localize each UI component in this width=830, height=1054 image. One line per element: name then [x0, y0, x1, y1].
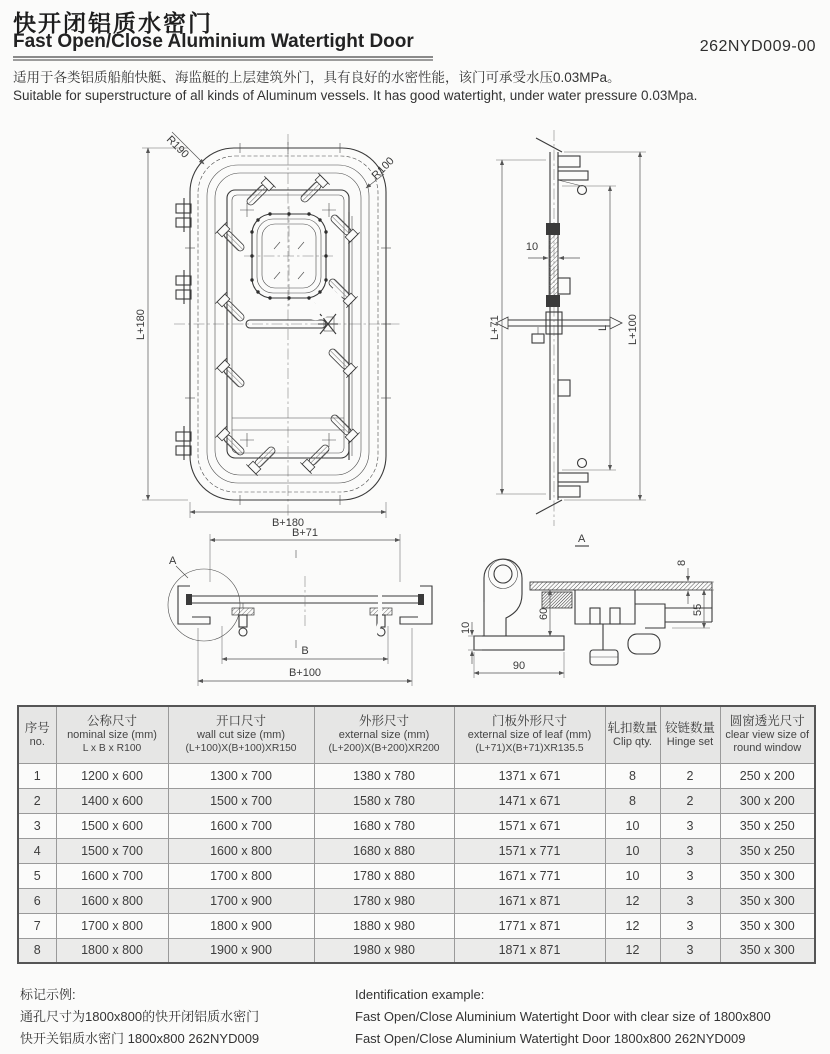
- table-cell: 1380 x 780: [314, 763, 454, 788]
- table-cell: 250 x 200: [720, 763, 815, 788]
- table-cell: 7: [18, 913, 56, 938]
- col-header-wall-cut-size: 开口尺寸 wall cut size (mm) (L+100)X(B+100)XR150: [168, 706, 314, 763]
- front-view-drawing: [128, 128, 438, 530]
- table-cell: 1900 x 900: [168, 938, 314, 963]
- id-example-en-line1: Fast Open/Close Aluminium Watertight Door with clear size of 1800x800: [355, 1009, 771, 1024]
- dim-label-10s: 10: [525, 241, 539, 253]
- table-cell: 1471 x 671: [454, 788, 605, 813]
- hinges: [176, 198, 191, 460]
- dim-label-r100: R100: [369, 155, 397, 183]
- id-example-zh-line2: 快开关铝质水密门 1800x800 262NYD009: [20, 1031, 260, 1046]
- detail-a-drawing: [460, 516, 730, 696]
- col-header-window-size: 圆窗透光尺寸 clear view size of round window: [720, 706, 815, 763]
- table-cell: 1571 x 771: [454, 838, 605, 863]
- panel-section: [530, 582, 712, 665]
- dim-label-60: 60: [538, 607, 550, 620]
- table-cell: 1300 x 700: [168, 763, 314, 788]
- table-row: [18, 863, 815, 888]
- bottom-hinge: [558, 459, 588, 498]
- table-cell: 1700 x 800: [56, 913, 168, 938]
- dim-label-b71: B+71: [292, 527, 318, 539]
- table-cell: 3: [660, 863, 720, 888]
- dim-label-8: 8: [676, 559, 688, 566]
- dim-label-r190: R190: [163, 133, 191, 161]
- identification-example-chinese: [20, 984, 259, 1050]
- dim-label-l71: L+71: [489, 315, 501, 340]
- id-example-zh-title: 标记示例:: [20, 987, 76, 1002]
- dim-label-l100: L+100: [627, 314, 639, 345]
- table-row: [18, 913, 815, 938]
- table-cell: 1780 x 880: [314, 863, 454, 888]
- table-row: [18, 813, 815, 838]
- table-cell: 2: [660, 763, 720, 788]
- table-cell: 350 x 300: [720, 938, 815, 963]
- table-cell: 1700 x 900: [168, 888, 314, 913]
- table-cell: 1600 x 700: [56, 863, 168, 888]
- col-header-external-size: 外形尺寸 external size (mm) (L+200)X(B+200)XR200: [314, 706, 454, 763]
- table-cell: 10: [605, 863, 660, 888]
- table-cell: 1680 x 880: [314, 838, 454, 863]
- id-example-en-line2: Fast Open/Close Aluminium Watertight Door 1800x800 262NYD009: [355, 1031, 746, 1046]
- table-cell: 3: [660, 913, 720, 938]
- table-cell: 1600 x 800: [56, 888, 168, 913]
- table-cell: 10: [605, 813, 660, 838]
- table-cell: 1580 x 780: [314, 788, 454, 813]
- table-cell: 12: [605, 938, 660, 963]
- dim-label-b: B: [301, 645, 309, 657]
- section-view-drawing: [158, 522, 453, 694]
- table-row: [18, 938, 815, 963]
- dim-label-10d: 10: [460, 621, 472, 634]
- side-view-drawing: [488, 130, 663, 526]
- table-cell: 1500 x 700: [56, 838, 168, 863]
- table-cell: 1871 x 871: [454, 938, 605, 963]
- title-underline: [13, 56, 433, 61]
- dim-label-90: 90: [512, 660, 526, 672]
- description-english: Suitable for superstructure of all kinds of Aluminum vessels. It has good watertight, under water pressure 0.03Mpa.: [13, 88, 698, 103]
- table-cell: 10: [605, 838, 660, 863]
- table-cell: 1600 x 700: [168, 813, 314, 838]
- detail-title: A: [578, 533, 586, 545]
- table-cell: 6: [18, 888, 56, 913]
- table-cell: 350 x 250: [720, 838, 815, 863]
- table-cell: 3: [18, 813, 56, 838]
- col-header-clip-qty: 轧扣数量 Clip qty.: [605, 706, 660, 763]
- table-cell: 1980 x 980: [314, 938, 454, 963]
- table-cell: 350 x 250: [720, 813, 815, 838]
- table-row: [18, 838, 815, 863]
- id-example-zh-line1: 通孔尺寸为1800x800的快开闭铝质水密门: [20, 1009, 260, 1024]
- dim-label-l180: L+180: [135, 309, 147, 340]
- table-cell: 4: [18, 838, 56, 863]
- table-cell: 350 x 300: [720, 863, 815, 888]
- table-cell: 1800 x 800: [56, 938, 168, 963]
- col-header-nominal-size: 公称尺寸 nominal size (mm) L x B x R100: [56, 706, 168, 763]
- spec-table-body: [18, 763, 815, 963]
- identification-example-english: [355, 984, 771, 1050]
- col-header-no: 序号 no.: [18, 706, 56, 763]
- table-cell: 1371 x 671: [454, 763, 605, 788]
- table-row: [18, 888, 815, 913]
- dim-label-55: 55: [692, 603, 704, 616]
- table-cell: 3: [660, 838, 720, 863]
- table-cell: 1600 x 800: [168, 838, 314, 863]
- table-cell: 1800 x 900: [168, 913, 314, 938]
- specification-table: [17, 705, 816, 964]
- table-cell: 1571 x 671: [454, 813, 605, 838]
- table-cell: 8: [605, 763, 660, 788]
- id-example-en-title: Identification example:: [355, 987, 485, 1002]
- round-window: [244, 206, 334, 306]
- dim-label-l: L: [597, 324, 609, 331]
- section-detail-label: A: [169, 555, 177, 567]
- page-title-chinese: 快开闭铝质水密门: [13, 10, 213, 36]
- door-handle: [246, 288, 340, 334]
- technical-drawings: [0, 118, 830, 703]
- table-cell: 3: [660, 938, 720, 963]
- top-hinge: [558, 156, 588, 195]
- col-header-leaf-size: 门板外形尺寸 external size of leaf (mm) (L+71)X(B+71)XR135.5: [454, 706, 605, 763]
- dim-label-b180: B+180: [271, 517, 305, 529]
- table-cell: 12: [605, 888, 660, 913]
- table-cell: 350 x 300: [720, 913, 815, 938]
- table-cell: 8: [605, 788, 660, 813]
- table-cell: 1500 x 700: [168, 788, 314, 813]
- table-cell: 5: [18, 863, 56, 888]
- table-header-row: [18, 706, 815, 763]
- table-cell: 8: [18, 938, 56, 963]
- table-cell: 1200 x 600: [56, 763, 168, 788]
- table-cell: 350 x 300: [720, 888, 815, 913]
- dim-label-b100: B+100: [288, 667, 322, 679]
- table-cell: 1771 x 871: [454, 913, 605, 938]
- table-cell: 1671 x 771: [454, 863, 605, 888]
- table-cell: 2: [18, 788, 56, 813]
- page-title-english: Fast Open/Close Aluminium Watertight Door: [13, 31, 414, 52]
- table-cell: 1: [18, 763, 56, 788]
- section-clips: [232, 603, 392, 636]
- table-cell: 12: [605, 913, 660, 938]
- table-cell: 1780 x 980: [314, 888, 454, 913]
- table-cell: 2: [660, 788, 720, 813]
- door-clips: [215, 173, 359, 475]
- table-cell: 300 x 200: [720, 788, 815, 813]
- table-row: [18, 763, 815, 788]
- document-number: 262NYD009-00: [699, 38, 816, 55]
- description-chinese: 适用于各类铝质船舶快艇、海监艇的上层建筑外门，具有良好的水密性能，该门可承受水压0.03MPa。: [13, 70, 621, 85]
- table-cell: 1880 x 980: [314, 913, 454, 938]
- table-cell: 1680 x 780: [314, 813, 454, 838]
- table-cell: 1400 x 600: [56, 788, 168, 813]
- table-cell: 1700 x 800: [168, 863, 314, 888]
- u-handle: [296, 550, 380, 648]
- table-cell: 1671 x 871: [454, 888, 605, 913]
- table-row: [18, 788, 815, 813]
- table-cell: 3: [660, 888, 720, 913]
- table-cell: 3: [660, 813, 720, 838]
- table-cell: 1500 x 600: [56, 813, 168, 838]
- col-header-hinge-set: 铰链数量 Hinge set: [660, 706, 720, 763]
